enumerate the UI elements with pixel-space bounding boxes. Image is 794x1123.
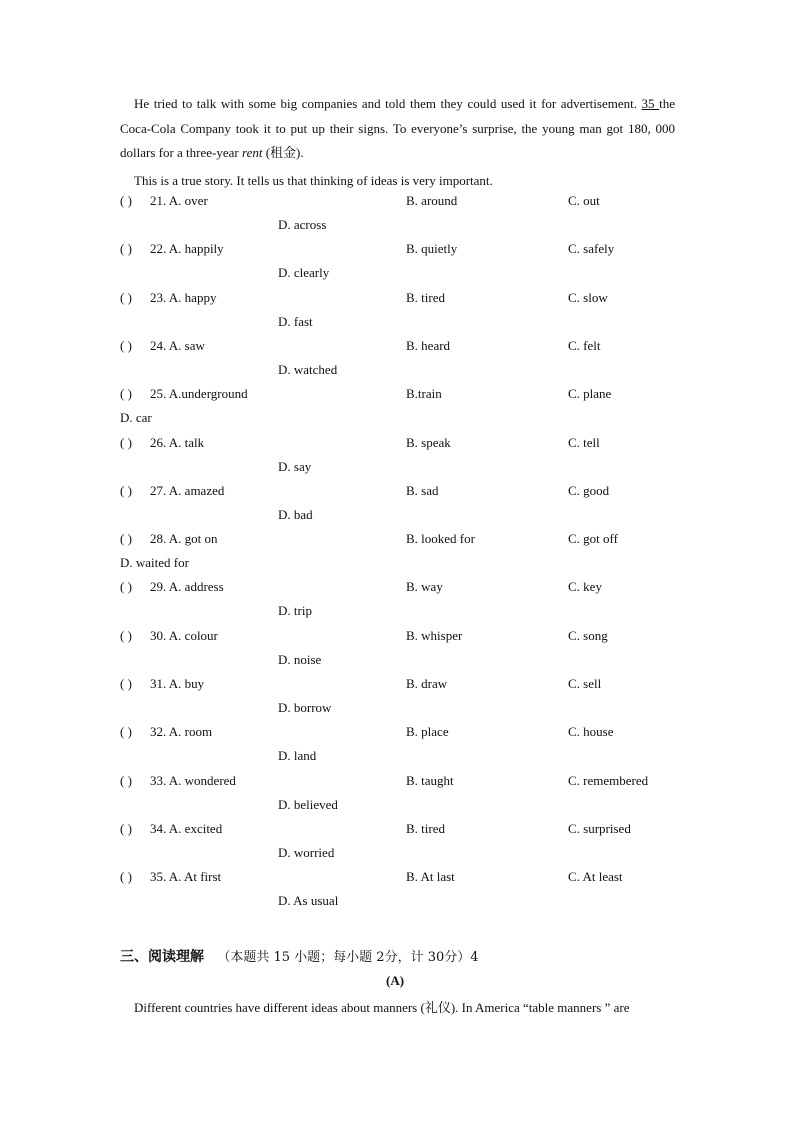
option-c: C. out bbox=[568, 193, 600, 208]
question-row bbox=[120, 724, 680, 746]
question-row bbox=[120, 869, 680, 891]
option-b: B. place bbox=[406, 724, 449, 739]
answer-blank[interactable]: ( ) bbox=[120, 386, 132, 401]
answer-blank[interactable]: ( ) bbox=[120, 338, 132, 353]
question-stem-option-a: 26. A. talk bbox=[150, 435, 205, 450]
option-c: C. song bbox=[568, 628, 608, 643]
question-row bbox=[120, 338, 680, 360]
question-row bbox=[120, 435, 680, 457]
option-d: D. As usual bbox=[278, 893, 339, 908]
option-b: B. quietly bbox=[406, 241, 458, 256]
italic-word-rent: rent bbox=[242, 145, 263, 160]
section-note: （本题共 15 小题；每小题 2分，计 30分）4 bbox=[217, 950, 479, 965]
option-d: D. clearly bbox=[278, 265, 330, 280]
passage-paragraph-2: This is a true story. It tells us that thinking of ideas is very important. bbox=[134, 173, 493, 188]
question-stem-option-a: 27. A. amazed bbox=[150, 483, 225, 498]
option-d: D. bad bbox=[278, 507, 313, 522]
answer-blank[interactable]: ( ) bbox=[120, 241, 132, 256]
option-c: C. tell bbox=[568, 435, 600, 450]
option-c: C. sell bbox=[568, 676, 602, 691]
section-title: 三、阅读理解 bbox=[120, 949, 204, 965]
answer-blank[interactable]: ( ) bbox=[120, 676, 132, 691]
question-stem-option-a: 22. A. happily bbox=[150, 241, 224, 256]
option-c: C. slow bbox=[568, 290, 608, 305]
option-d: D. noise bbox=[278, 652, 322, 667]
option-c: C. safely bbox=[568, 241, 615, 256]
question-stem-option-a: 21. A. over bbox=[150, 193, 208, 208]
question-stem-option-a: 32. A. room bbox=[150, 724, 213, 739]
answer-blank[interactable]: ( ) bbox=[120, 290, 132, 305]
answer-blank[interactable]: ( ) bbox=[120, 821, 132, 836]
answer-blank[interactable]: ( ) bbox=[120, 531, 132, 546]
option-c: C. plane bbox=[568, 386, 612, 401]
question-stem-option-a: 35. A. At first bbox=[150, 869, 222, 884]
option-b: B. speak bbox=[406, 435, 451, 450]
passage-paragraph-1 bbox=[120, 92, 675, 166]
option-d: D. trip bbox=[278, 603, 312, 618]
blank-35: 35 bbox=[641, 96, 660, 111]
question-row bbox=[120, 290, 680, 312]
option-d: D. fast bbox=[278, 314, 313, 329]
option-d: D. borrow bbox=[278, 700, 332, 715]
option-c: C. At least bbox=[568, 869, 623, 884]
option-b: B. way bbox=[406, 579, 443, 594]
option-b: B. tired bbox=[406, 290, 445, 305]
question-stem-option-a: 29. A. address bbox=[150, 579, 224, 594]
subsection-label: (A) bbox=[386, 973, 405, 988]
answer-blank[interactable]: ( ) bbox=[120, 773, 132, 788]
option-b: B.train bbox=[406, 386, 442, 401]
answer-blank[interactable]: ( ) bbox=[120, 193, 132, 208]
answer-blank[interactable]: ( ) bbox=[120, 724, 132, 739]
question-row bbox=[120, 821, 680, 843]
option-d: D. believed bbox=[278, 797, 338, 812]
option-b: B. sad bbox=[406, 483, 439, 498]
question-stem-option-a: 34. A. excited bbox=[150, 821, 223, 836]
passage-text: the Coca-Cola Company took it to put up their signs. To everyone’s surprise, the young man got 180, 000 dollars for a three-year bbox=[120, 96, 675, 160]
question-row bbox=[120, 193, 680, 215]
option-c: C. key bbox=[568, 579, 602, 594]
question-row bbox=[120, 676, 680, 698]
option-c: C. remembered bbox=[568, 773, 649, 788]
option-c: C. house bbox=[568, 724, 614, 739]
option-c: C. good bbox=[568, 483, 610, 498]
option-b: B. taught bbox=[406, 773, 454, 788]
option-d: D. say bbox=[278, 459, 312, 474]
option-b: B. heard bbox=[406, 338, 451, 353]
question-stem-option-a: 24. A. saw bbox=[150, 338, 205, 353]
question-stem-option-a: 28. A. got on bbox=[150, 531, 218, 546]
question-stem-option-a: 33. A. wondered bbox=[150, 773, 236, 788]
option-c: C. surprised bbox=[568, 821, 631, 836]
question-row bbox=[120, 531, 680, 553]
passage-text: He tried to talk with some big companies and told them they could used it for advertisement. bbox=[134, 96, 642, 111]
option-c: C. felt bbox=[568, 338, 601, 353]
option-d: D. watched bbox=[278, 362, 338, 377]
question-row bbox=[120, 241, 680, 263]
question-row bbox=[120, 628, 680, 650]
question-stem-option-a: 31. A. buy bbox=[150, 676, 205, 691]
option-b: B. around bbox=[406, 193, 458, 208]
option-b: B. looked for bbox=[406, 531, 475, 546]
option-b: B. At last bbox=[406, 869, 455, 884]
passage-text: (租金). bbox=[262, 145, 304, 160]
question-row bbox=[120, 773, 680, 795]
answer-blank[interactable]: ( ) bbox=[120, 869, 132, 884]
option-d: D. waited for bbox=[120, 555, 189, 570]
question-stem-option-a: 30. A. colour bbox=[150, 628, 218, 643]
option-d: D. land bbox=[278, 748, 317, 763]
option-c: C. got off bbox=[568, 531, 618, 546]
option-b: B. draw bbox=[406, 676, 448, 691]
option-d: D. worried bbox=[278, 845, 335, 860]
option-d: D. car bbox=[120, 410, 152, 425]
question-stem-option-a: 23. A. happy bbox=[150, 290, 217, 305]
question-stem-option-a: 25. A.underground bbox=[150, 386, 248, 401]
option-d: D. across bbox=[278, 217, 327, 232]
option-b: B. tired bbox=[406, 821, 445, 836]
question-row bbox=[120, 386, 680, 408]
question-row bbox=[120, 579, 680, 601]
reading-intro: Different countries have different ideas about manners (礼仪). In America “table manners ” are bbox=[134, 1000, 630, 1015]
answer-blank[interactable]: ( ) bbox=[120, 579, 132, 594]
answer-blank[interactable]: ( ) bbox=[120, 628, 132, 643]
section-heading bbox=[120, 946, 479, 966]
answer-blank[interactable]: ( ) bbox=[120, 483, 132, 498]
question-row bbox=[120, 483, 680, 505]
option-b: B. whisper bbox=[406, 628, 463, 643]
answer-blank[interactable]: ( ) bbox=[120, 435, 132, 450]
